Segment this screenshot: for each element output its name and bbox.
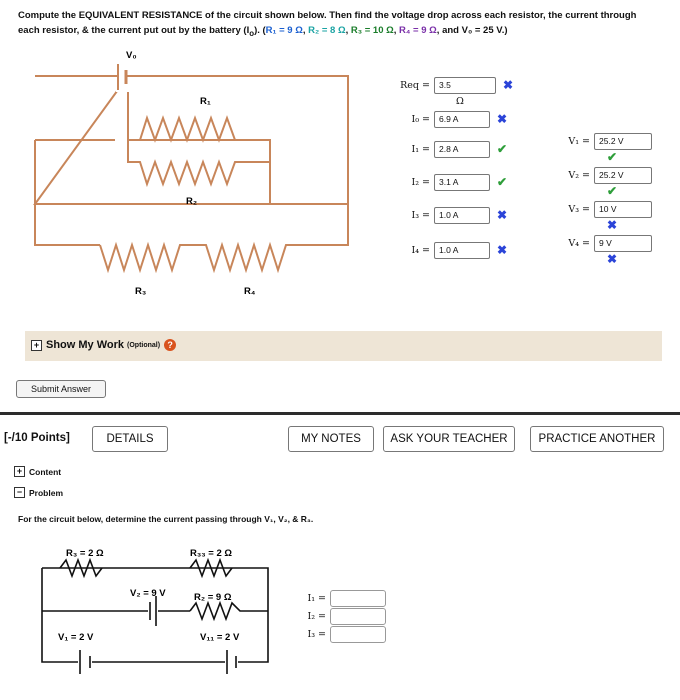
battery-vo bbox=[108, 62, 136, 92]
correct-icon: ✔ bbox=[606, 184, 618, 198]
answer-label: V₄ = bbox=[568, 237, 590, 249]
answer-label: I₄ = bbox=[411, 244, 430, 256]
incorrect-icon: ✖ bbox=[496, 112, 508, 126]
answer-row-i3 bbox=[400, 206, 510, 224]
i2-input[interactable]: 3.1 A bbox=[434, 174, 490, 191]
resistor-r2 bbox=[128, 140, 270, 184]
label-r1: R₁ bbox=[200, 96, 211, 107]
current-label: I₂ = bbox=[307, 610, 326, 622]
circuit-diagram-1 bbox=[0, 0, 680, 330]
incorrect-icon: ✖ bbox=[502, 78, 514, 92]
correct-icon: ✔ bbox=[606, 150, 618, 164]
answer-row-v1 bbox=[560, 132, 652, 150]
details-button[interactable]: DETAILS bbox=[92, 426, 168, 452]
answer-label: I₁ = bbox=[411, 143, 430, 155]
label-r4: R₄ bbox=[244, 286, 256, 297]
answer-row-v3 bbox=[560, 200, 652, 218]
show-my-work-toggle[interactable] bbox=[31, 339, 176, 351]
current-row-i2 bbox=[296, 607, 386, 625]
section-divider bbox=[0, 412, 680, 415]
label-r33-c2: R₃₃ = 2 Ω bbox=[190, 548, 233, 559]
current-label: I₁ = bbox=[307, 592, 326, 604]
i2-answer-input[interactable] bbox=[330, 608, 386, 625]
optional-label: (Optional) bbox=[127, 341, 161, 349]
given-r4: R₄ = 9 Ω bbox=[399, 25, 437, 36]
answer-row-v4 bbox=[560, 234, 652, 252]
resistor-r1 bbox=[128, 118, 270, 140]
answer-row-i1 bbox=[400, 140, 510, 158]
req-unit: Ω bbox=[456, 96, 464, 107]
io-input[interactable]: 6.9 A bbox=[434, 111, 490, 128]
correct-icon: ✔ bbox=[496, 175, 508, 189]
incorrect-icon: ✖ bbox=[496, 208, 508, 222]
given-r2: R₂ = 8 Ω bbox=[308, 25, 346, 36]
answer-row-io bbox=[400, 110, 510, 128]
i1-input[interactable]: 2.8 A bbox=[434, 141, 490, 158]
battery-v1 bbox=[80, 650, 90, 674]
answer-label: V₁ = bbox=[568, 135, 590, 147]
v1-input[interactable]: 25.2 V bbox=[594, 133, 652, 150]
circuit-1-wires bbox=[35, 76, 348, 245]
circuit-2-wires bbox=[42, 568, 268, 662]
practice-another-button[interactable]: PRACTICE ANOTHER bbox=[530, 426, 664, 452]
answer-label: I₀ = bbox=[411, 113, 430, 125]
show-my-work-panel bbox=[25, 331, 662, 361]
answer-label: Req = bbox=[400, 79, 430, 91]
label-r3: R₃ bbox=[135, 286, 147, 297]
plus-icon: + bbox=[14, 466, 25, 477]
v4-input[interactable]: 9 V bbox=[594, 235, 652, 252]
question-line-1: Compute the EQUIVALENT RESISTANCE of the circuit shown below. Then find the voltage drop across each resistor, the current through bbox=[18, 10, 637, 21]
answer-label: I₂ = bbox=[411, 176, 430, 188]
i4-input[interactable]: 1.0 A bbox=[434, 242, 490, 259]
incorrect-icon: ✖ bbox=[606, 252, 618, 266]
problem-toggle[interactable]: − Problem bbox=[14, 487, 63, 498]
correct-icon: ✔ bbox=[496, 142, 508, 156]
v2-input[interactable]: 25.2 V bbox=[594, 167, 652, 184]
current-label: I₃ = bbox=[307, 628, 326, 640]
given-r1: R₁ = 9 Ω bbox=[265, 25, 303, 36]
show-my-work-label: Show My Work bbox=[46, 339, 125, 351]
current-row-i3 bbox=[296, 625, 386, 643]
label-r2: R₂ bbox=[186, 196, 198, 207]
answer-row-i2 bbox=[400, 173, 510, 191]
points-label: [-/10 Points] bbox=[4, 432, 70, 444]
incorrect-icon: ✖ bbox=[606, 218, 618, 232]
battery-v2 bbox=[150, 596, 156, 626]
plus-icon: + bbox=[31, 340, 42, 351]
answer-row-i4 bbox=[400, 241, 510, 259]
my-notes-button[interactable]: MY NOTES bbox=[288, 426, 374, 452]
answer-label: V₃ = bbox=[568, 203, 590, 215]
label-vo: V₀ bbox=[126, 50, 137, 61]
question-2-text: For the circuit below, determine the current passing through V₁, V₂, & R₃. bbox=[18, 514, 314, 524]
answer-label: I₃ = bbox=[411, 209, 430, 221]
i1-answer-input[interactable] bbox=[330, 590, 386, 607]
resistor-r2-c2 bbox=[190, 603, 246, 619]
label-v11-c2: V₁₁ = 2 V bbox=[200, 632, 240, 643]
battery-v11 bbox=[227, 650, 236, 674]
resistor-r4 bbox=[190, 245, 297, 270]
v3-input[interactable]: 10 V bbox=[594, 201, 652, 218]
given-vo: , and V₀ = 25 V.) bbox=[436, 25, 508, 36]
answer-row-v2 bbox=[560, 166, 652, 184]
label-r3-c2: R₃ = 2 Ω bbox=[66, 548, 104, 559]
content-toggle[interactable]: + Content bbox=[14, 466, 61, 477]
i3-answer-input[interactable] bbox=[330, 626, 386, 643]
submit-answer-button[interactable]: Submit Answer bbox=[16, 380, 106, 398]
label-r2-c2: R₂ = 9 Ω bbox=[194, 592, 232, 603]
answer-row-req bbox=[400, 76, 516, 94]
label-v2-c2: V₂ = 9 V bbox=[130, 588, 166, 599]
answer-label: V₂ = bbox=[568, 169, 590, 181]
label-v1-c2: V₁ = 2 V bbox=[58, 632, 94, 643]
current-row-i1 bbox=[296, 589, 386, 607]
i3-input[interactable]: 1.0 A bbox=[434, 207, 490, 224]
given-r3: R₃ = 10 Ω bbox=[350, 25, 394, 36]
circuit-diagram-2 bbox=[0, 530, 300, 700]
ask-teacher-button[interactable]: ASK YOUR TEACHER bbox=[383, 426, 515, 452]
minus-icon: − bbox=[14, 487, 25, 498]
incorrect-icon: ✖ bbox=[496, 243, 508, 257]
question-line-2: each resistor, & the current put out by the battery $(I_o)$. (R₁ = 9 Ω, R₂ = 8 Ω, R₃ = 10 Ω, R₄ = 9 Ω, and V₀ = 25 V.) bbox=[18, 25, 508, 38]
req-input[interactable]: 3.5 bbox=[434, 77, 496, 94]
help-icon[interactable]: ? bbox=[164, 339, 176, 351]
resistor-r3 bbox=[100, 245, 190, 270]
